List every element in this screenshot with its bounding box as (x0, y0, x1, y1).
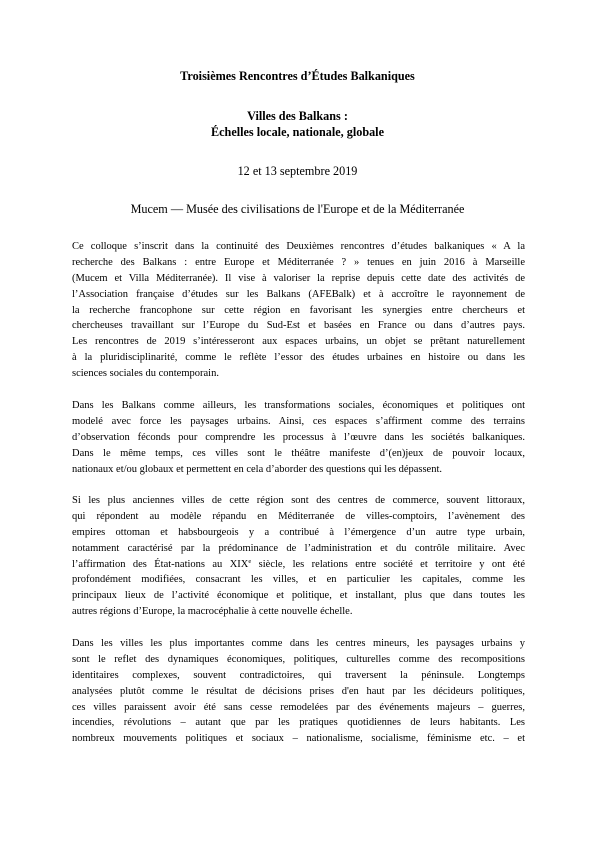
paragraph-line: autres régions d’Europe, la macrocéphalie à cette nouvelle échelle. (72, 606, 353, 618)
paragraph-line: incendies, révolutions – autant que par les pratiques quotidiennes de leurs habitants. Les (72, 717, 525, 729)
paragraph-line: d’observation féconds pour comprendre les processus à l’œuvre dans les sociétés balkaniques. (72, 431, 525, 443)
paragraph-line: sciences sociales du contemporain. (72, 368, 219, 380)
paragraph-line: ces villes paraissent avoir été sans cesse remodelées par des événements majeurs – guerres, (72, 701, 525, 713)
paragraph-3 (72, 493, 525, 620)
paragraph-line (72, 557, 525, 573)
paragraph-line: nationaux et/ou globaux et permettent en cela d’aborder des questions qui les dépassent. (72, 463, 443, 475)
line-segment: siècle, les relations entre société et territoire y ont été (251, 558, 525, 570)
paragraph-line: (Mucem et Villa Méditerranée). Il vise à valoriser la reprise depuis cette date des activités de (72, 272, 525, 284)
paragraph-line: Ce colloque s’inscrit dans la continuité des Deuxièmes rencontres d’études balkaniques « A la (72, 241, 525, 252)
paragraph-1 (72, 239, 525, 382)
paragraph-line: Si les plus anciennes villes de cette région sont des centres de commerce, souvent littoraux, (72, 495, 525, 506)
theme-title-line1: Villes des Balkans : (247, 109, 348, 123)
paragraph-line: notamment caractérisé par la prédominance de l’administration et du contrôle militaire. Avec (72, 542, 525, 554)
paragraph-line: modelé avec force les paysages urbains. Ainsi, ces espaces s’affirment comme des terrains (72, 415, 525, 427)
line-segment: l’affirmation des État-nations au XIX (72, 558, 249, 570)
paragraph-line: Les rencontres de 2019 s’intéresseront aux espaces urbains, un objet se prêtant naturellement (72, 336, 525, 348)
paragraph-4 (72, 636, 525, 747)
event-title: Troisièmes Rencontres d’Études Balkaniques (180, 69, 415, 83)
paragraph-line: la recherche francophone sur cette région en favorisant les synergies entre chercheurs et (72, 304, 525, 316)
paragraph-line: nombreux mouvements politiques et sociaux – nationalisme, socialisme, féminisme etc. – et (72, 733, 525, 745)
paragraph-line: profondément modifiées, consacrant les villes, et en particulier les capitales, comme les (72, 574, 525, 586)
paragraph-line: principaux lieux de l’activité économique et politique, et installant, plus que dans toutes les (72, 590, 525, 602)
paragraph-line: Dans les Balkans comme ailleurs, les transformations sociales, économiques et politiques ont (72, 400, 525, 411)
paragraph-line: empires ottoman et habsbourgeois y a contribué à l’émergence d’un autre type urbain, (72, 526, 525, 538)
event-dates: 12 et 13 septembre 2019 (237, 164, 358, 178)
paragraph-line: qui répondent au modèle répandu en Méditerranée de villes-comptoirs, l’avènement des (72, 510, 525, 522)
paragraph-line: chercheuses travaillant sur l’Europe du Sud-Est et basées en France ou dans d’autres pays. (72, 320, 525, 332)
event-venue: Mucem — Musée des civilisations de l'Europe et de la Méditerranée (130, 202, 465, 216)
paragraph-line: recherche des Balkans : entre Europe et Méditerranée ? » tenues en juin 2016 à Marseille (72, 256, 525, 268)
theme-title-line2: Échelles locale, nationale, globale (211, 125, 384, 139)
paragraph-line: sont le reflet des dynamiques économiques, politiques, culturelles comme des recompositions (72, 653, 525, 665)
paragraph-line: à la pluridisciplinarité, comme le reflète l’essor des études urbaines en histoire ou dans les (72, 352, 525, 364)
paragraph-line: l’Association française d’études sur les Balkans (AFEBalk) et à accroître le rayonnement de (72, 288, 525, 300)
paragraph-2 (72, 398, 525, 477)
paragraph-line: Dans les villes les plus importantes comme dans les centres mineurs, les paysages urbains y (72, 638, 525, 649)
paragraph-line: identitaires complexes, souvent contradictoires, qui traversent la péninsule. Longtemps (72, 669, 525, 681)
paragraph-line: Dans le même temps, ces villes sont le théâtre manifeste d’(en)jeux de pouvoir locaux, (72, 447, 525, 459)
paragraph-line: analysées plutôt comme le résultat de décisions prises d'en haut par les décideurs politiques, (72, 685, 525, 697)
superscript: e (248, 557, 252, 565)
